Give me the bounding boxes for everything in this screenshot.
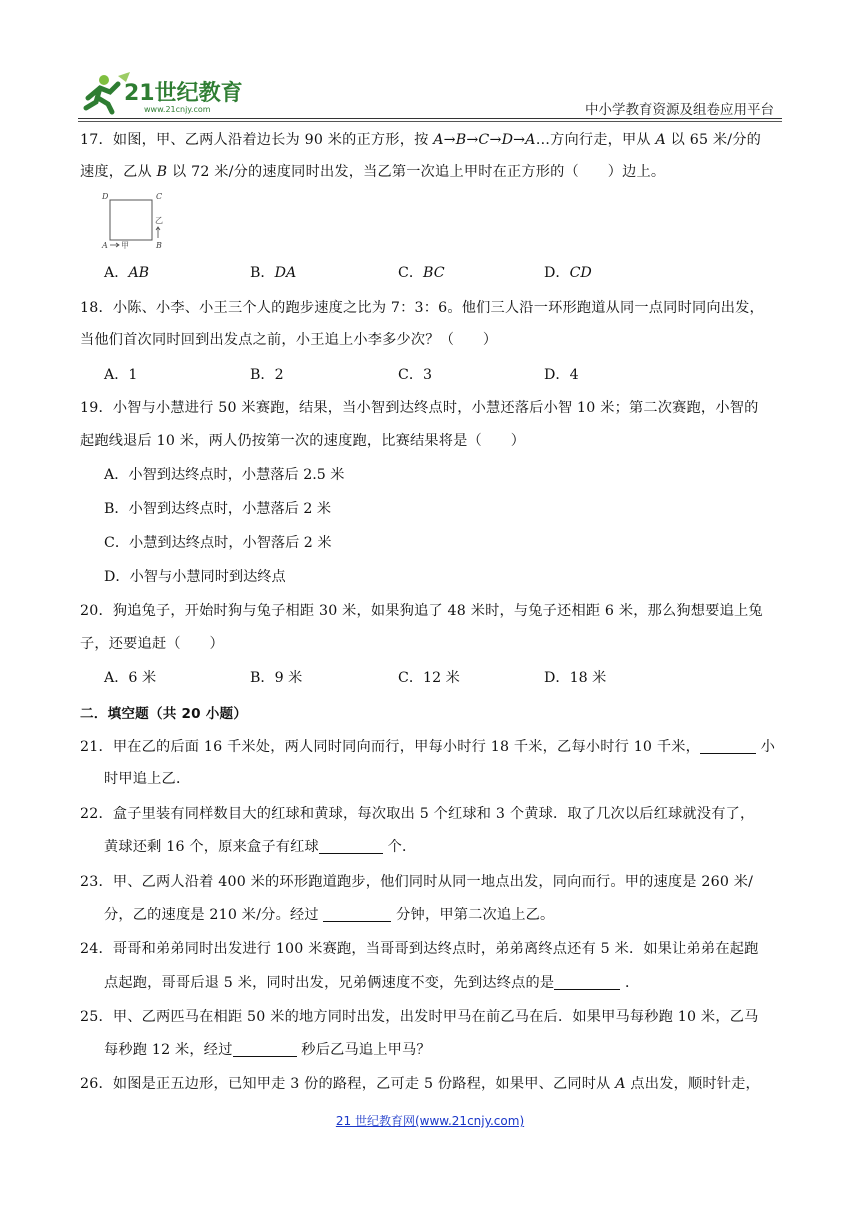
q22-answer-blank[interactable] [319, 839, 383, 854]
q21-line1: 21．甲在乙的后面 16 千米处，两人同时同向而行，甲每小时行 18 千米，乙每小时行 10 千米， 小 [80, 739, 776, 755]
q25-line1: 25．甲、乙两匹马在相距 50 米的地方同时出发，出发时甲马在前乙马在后．如果甲马每秒跑 10 米，乙马 [80, 1009, 759, 1025]
q18-option-d[interactable]: D．4 [544, 367, 579, 383]
q24-line1: 24．哥哥和弟弟同时出发进行 100 米赛跑，当哥哥到达终点时，弟弟离终点还有 5 米．如果让弟弟在起跑 [80, 941, 759, 957]
q19-option-b[interactable]: B．小智到达终点时，小慧落后 2 米 [104, 501, 332, 517]
q19-line1: 19．小智与小慧进行 50 米赛跑，结果，当小智到达终点时，小慧还落后小智 10 米；第二次赛跑，小智的 [80, 400, 759, 416]
logo [78, 68, 258, 118]
section-fill-in-title: 二．填空题（共 20 小题） [80, 706, 248, 722]
q17-line2: 速度，乙从 B 以 72 米/分的速度同时出发，当乙第一次追上甲时在正方形的（ ）边上。 [80, 164, 666, 180]
q19-option-d[interactable]: D．小智与小慧同时到达终点 [104, 569, 286, 585]
svg-text:B: B [156, 241, 162, 250]
svg-text:甲: 甲 [121, 241, 129, 250]
q18-line2: 当他们首次同时回到出发点之前，小王追上小李多少次？（ ） [80, 332, 498, 348]
q17-option-d[interactable]: D．CD [544, 265, 592, 281]
q17-line1: 17．如图，甲、乙两人沿着边长为 90 米的正方形，按 A→B→C→D→A…方向行走，甲从 A 以 65 米/分的 [80, 132, 762, 148]
q22-line2: 黄球还剩 16 个，原来盒子有红球 个． [104, 839, 417, 855]
svg-text:A: A [102, 241, 108, 250]
q26-line1: 26．如图是正五边形，已知甲走 3 份的路程，乙可走 5 份路程，如果甲、乙同时从 A 点出发，顺时针走， [80, 1076, 760, 1092]
q23-line2: 分，乙的速度是 210 米/分。经过 分钟，甲第二次追上乙。 [104, 907, 555, 923]
q20-option-d[interactable]: D．18 米 [544, 670, 607, 686]
runner-logo-icon [78, 68, 258, 118]
q23-line1: 23．甲、乙两人沿着 400 米的环形跑道跑步，他们同时从同一地点出发，同向而行。甲的速度是 260 米/ [80, 874, 754, 890]
q24-answer-blank[interactable] [554, 975, 620, 990]
q19-option-c[interactable]: C．小慧到达终点时，小智落后 2 米 [104, 535, 332, 551]
q21-answer-blank[interactable] [700, 739, 756, 754]
q17-square-figure [100, 190, 172, 252]
q18-line1: 18．小陈、小李、小王三个人的跑步速度之比为 7：3：6。他们三人沿一环形跑道从同一点同时同向出发， [80, 300, 764, 316]
q19-line2: 起跑线退后 10 米，两人仍按第一次的速度跑，比赛结果将是（ ） [80, 433, 526, 449]
svg-text:D: D [102, 192, 109, 201]
platform-title: 中小学教育资源及组卷应用平台 [585, 102, 774, 118]
q20-option-c[interactable]: C．12 米 [398, 670, 460, 686]
q17-option-c[interactable]: C．BC [398, 265, 445, 281]
q20-option-b[interactable]: B．9 米 [250, 670, 303, 686]
q18-option-c[interactable]: C．3 [398, 367, 433, 383]
footer-link[interactable]: 21 世纪教育网(www.21cnjy.com) [335, 1114, 525, 1128]
q23-answer-blank[interactable] [323, 907, 391, 922]
q24-line2: 点起跑，哥哥后退 5 米，同时出发，兄弟俩速度不变，先到达终点的是 ． [104, 975, 640, 991]
q17-option-a[interactable]: A．AB [104, 265, 150, 281]
svg-text:乙: 乙 [155, 216, 163, 225]
q18-option-a[interactable]: A．1 [104, 367, 138, 383]
q22-line1: 22．盒子里装有同样数目大的红球和黄球，每次取出 5 个红球和 3 个黄球．取了几次以后红球就没有了， [80, 806, 755, 822]
q19-option-a[interactable]: A．小智到达终点时，小慧落后 2.5 米 [104, 467, 345, 483]
q17-option-b[interactable]: B．DA [250, 265, 297, 281]
q25-line2: 每秒跑 12 米，经过 秒后乙马追上甲马？ [104, 1042, 431, 1058]
logo-url: www.21cnjy.com [144, 105, 211, 114]
q21-line2: 时甲追上乙． [104, 771, 191, 787]
logo-text: 21世纪教育 [124, 81, 243, 106]
q20-line1: 20．狗追兔子，开始时狗与兔子相距 30 米，如果狗追了 48 米时，与兔子还相距 6 米，那么狗想要追上兔 [80, 603, 763, 619]
q20-line2: 子，还要追赶（ ） [80, 636, 224, 652]
q18-option-b[interactable]: B．2 [250, 367, 284, 383]
header-rule [78, 118, 782, 119]
q25-answer-blank[interactable] [233, 1042, 297, 1057]
svg-text:C: C [156, 192, 163, 201]
header-rule-thin [78, 121, 782, 122]
q20-option-a[interactable]: A．6 米 [104, 670, 157, 686]
